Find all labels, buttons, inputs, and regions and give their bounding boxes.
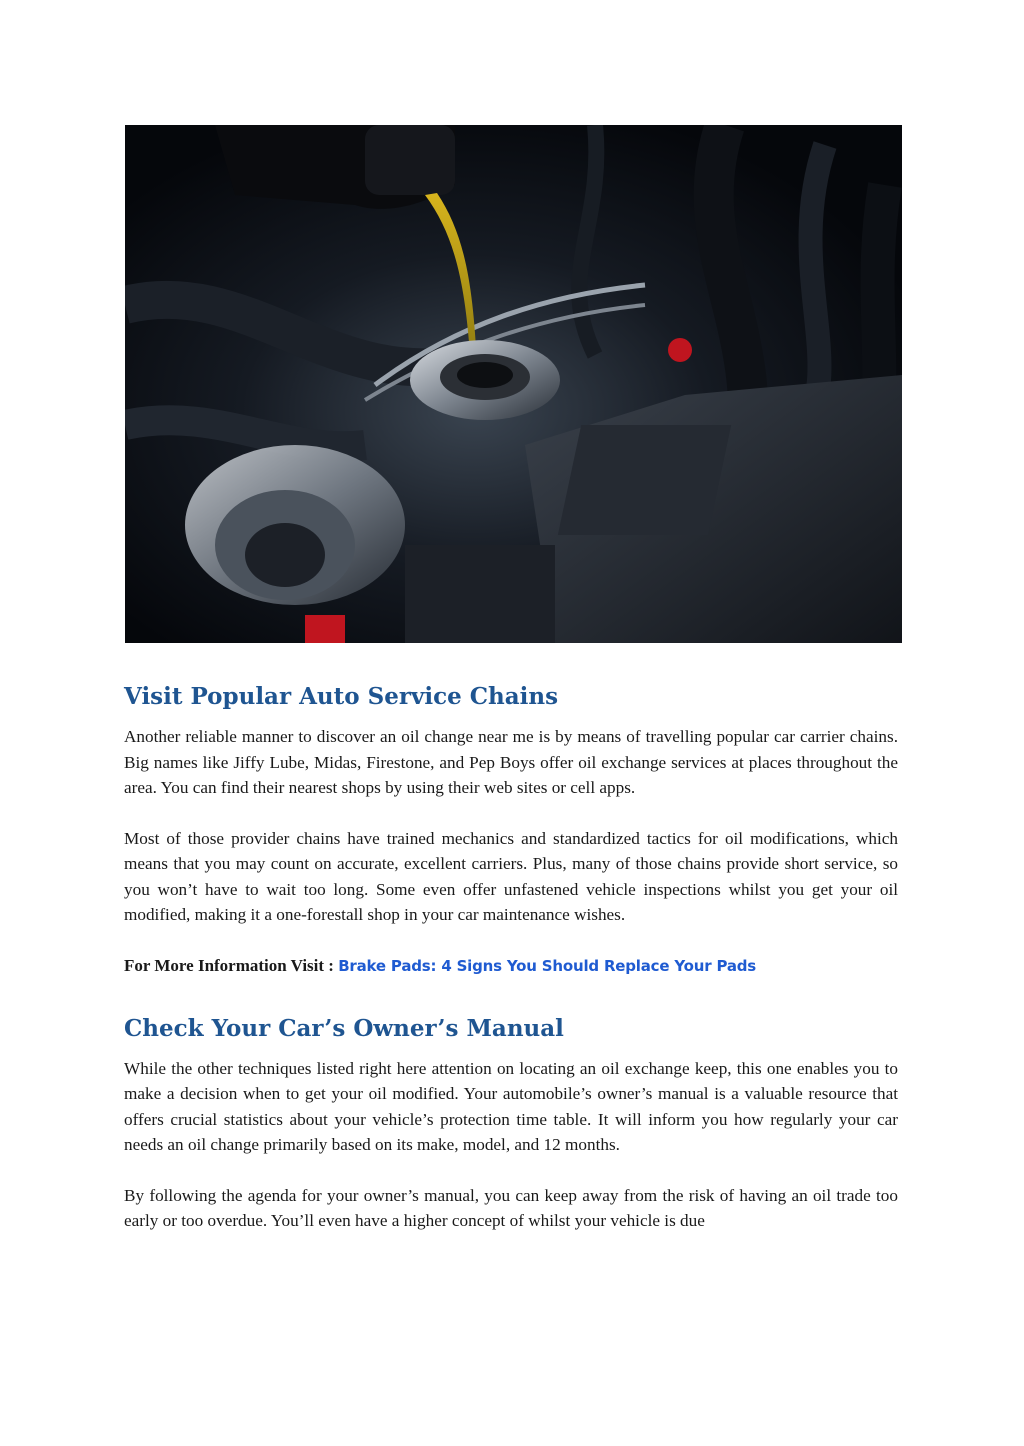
engine-oil-pour-illustration: [125, 125, 902, 643]
section-heading-auto-service-chains: Visit Popular Auto Service Chains: [124, 683, 559, 710]
section-heading-owners-manual: Check Your Car’s Owner’s Manual: [124, 1014, 564, 1042]
brake-pads-link[interactable]: Brake Pads: 4 Signs You Should Replace Your Pads: [338, 956, 757, 975]
hero-image: [125, 125, 902, 643]
paragraph-manual-intro: While the other techniques listed right here attention on locating an oil exchange keep, this one enables you to make a decision when to get your oil modified. Your automobile’s owner’s manual is a valuable resource that offers crucial statistics about your vehicle’s protection time table. It will inform you how regularly your car needs an oil change primarily based on its make, model, and 12 months.: [124, 1058, 898, 1154]
more-info-line: [124, 953, 898, 979]
more-info-label: For More Information Visit :: [124, 955, 334, 975]
article-content: [124, 680, 898, 1259]
paragraph-chains-details: Most of those provider chains have trained mechanics and standardized tactics for oil modifications, which means that you may count on accurate, excellent carriers. Plus, many of those chains provide short service, so you won’t have to wait too long. Some even offer unfastened vehicle inspections whilst you get your oil modified, making it a one-forestall shop in your car maintenance wishes.: [124, 828, 898, 924]
paragraph-chains-intro: Another reliable manner to discover an oil change near me is by means of travelling popular car carrier chains. Big names like Jiffy Lube, Midas, Firestone, and Pep Boys offer oil exchange services at places throughout the area. You can find their nearest shops by using their web sites or cell apps.: [124, 727, 898, 797]
paragraph-manual-schedule: By following the agenda for your owner’s manual, you can keep away from the risk of having an oil trade too early or too overdue. You’ll even have a higher concept of whilst your vehicle is due: [124, 1185, 898, 1230]
